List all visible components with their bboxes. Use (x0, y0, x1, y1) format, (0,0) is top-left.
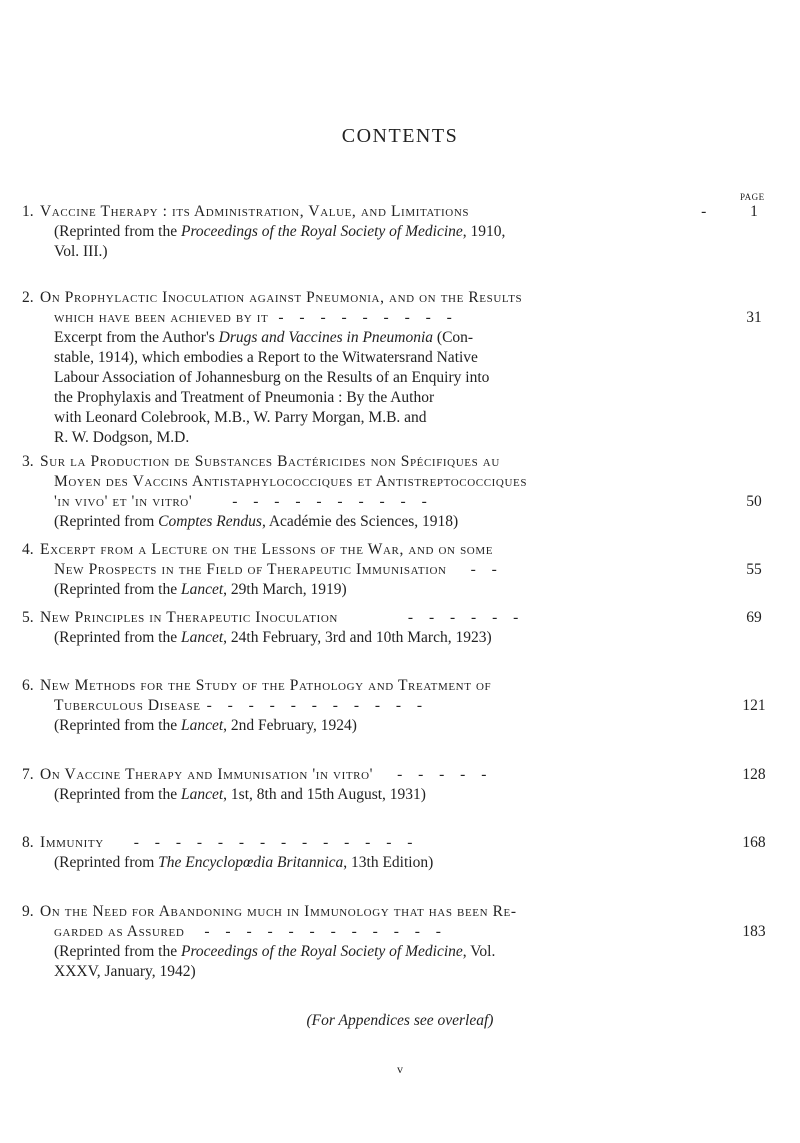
entry-source-line: (Reprinted from the Proceedings of the Royal Society of Medicine, Vol. (54, 943, 496, 960)
entry-source-line: (Reprinted from the Lancet, 29th March, 1919) (54, 581, 347, 598)
entry-page-number: 1 (750, 203, 758, 220)
entry-source-line: Labour Association of Johannesburg on the Results of an Enquiry into (54, 369, 490, 386)
entry-number: 1. (22, 203, 34, 220)
entry-title-line: On Vaccine Therapy and Immunisation 'in vitro' - - - - - (40, 766, 493, 783)
entry-source-line: (Reprinted from Comptes Rendus, Académie des Sciences, 1918) (54, 513, 459, 530)
entry-title-line: New Principles in Therapeutic Inoculation - - - - - - (40, 609, 525, 626)
entry-page-number: 183 (742, 923, 766, 940)
entry-source-line: (Reprinted from the Proceedings of the Royal Society of Medicine, 1910, (54, 223, 506, 240)
entry-title-line: Excerpt from a Lecture on the Lessons of the War, and on some (40, 541, 494, 558)
entry-number: 4. (22, 541, 34, 558)
entry-page-number: 128 (742, 766, 766, 783)
page-number: v (397, 1062, 403, 1076)
entry-page-number: 121 (742, 697, 766, 714)
entry-page-number: 168 (742, 834, 766, 851)
entry-source-line: R. W. Dodgson, M.D. (54, 429, 190, 446)
page-column-label: PAGE (740, 192, 765, 202)
entry-number: 9. (22, 903, 34, 920)
entry-page-number: 69 (746, 609, 762, 626)
entry-title-line: Sur la Production de Substances Bactéricides non Spécifiques au (40, 453, 500, 470)
entry-number: 3. (22, 453, 34, 470)
entry-title-line: Immunity - - - - - - - - - - - - - - (40, 834, 419, 851)
entry-number: 7. (22, 766, 34, 783)
entry-source-line: (Reprinted from The Encyclopœdia Britannica, 13th Edition) (54, 854, 434, 871)
entry-source-line: (Reprinted from the Lancet, 2nd February, 1924) (54, 717, 357, 734)
entry-title-line: On Prophylactic Inoculation against Pneumonia, and on the Results (40, 289, 523, 306)
entry-number: 6. (22, 677, 34, 694)
entry-title-line: which have been achieved by it - - - - - - - - - (54, 309, 458, 326)
appendices-note: (For Appendices see overleaf) (306, 1012, 494, 1029)
entry-page-number: 50 (746, 493, 762, 510)
entry-title-line: Tuberculous Disease - - - - - - - - - - - (54, 697, 429, 714)
entry-source-line: stable, 1914), which embodies a Report to the Witwatersrand Native (54, 349, 478, 366)
entry-title-line: New Prospects in the Field of Therapeutic Immunisation - - (54, 561, 503, 578)
entry-source-line: Excerpt from the Author's Drugs and Vaccines in Pneumonia (Con- (54, 329, 474, 346)
entry-title-line: On the Need for Abandoning much in Immunology that has been Re- (40, 903, 517, 920)
entry-title-line: garded as Assured - - - - - - - - - - - - (54, 923, 447, 940)
page-title: CONTENTS (341, 125, 459, 147)
entry-source-line: the Prophylaxis and Treatment of Pneumonia : By the Author (54, 389, 435, 406)
entry-source-line: (Reprinted from the Lancet, 24th February, 3rd and 10th March, 1923) (54, 629, 492, 646)
entry-number: 8. (22, 834, 34, 851)
entry-number: 2. (22, 289, 34, 306)
entry-source-line: XXXV, January, 1942) (54, 963, 196, 980)
entry-page-number: 31 (746, 309, 762, 326)
entry-source-line: with Leonard Colebrook, M.B., W. Parry Morgan, M.B. and (54, 409, 427, 426)
entry-title-line: 'in vivo' et 'in vitro' - - - - - - - - - - (54, 493, 433, 510)
entry-source-line: Vol. III.) (54, 243, 108, 260)
entry-number: 5. (22, 609, 34, 626)
entry-source-line: (Reprinted from the Lancet, 1st, 8th and 15th August, 1931) (54, 786, 426, 803)
entry-page-number: 55 (746, 561, 762, 578)
entry-title-line: Vaccine Therapy : its Administration, Value, and Limitations - (40, 203, 713, 220)
entry-title-line: New Methods for the Study of the Pathology and Treatment of (40, 677, 492, 694)
entry-title-line: Moyen des Vaccins Antistaphylococciques et Antistreptococciques (54, 473, 528, 490)
